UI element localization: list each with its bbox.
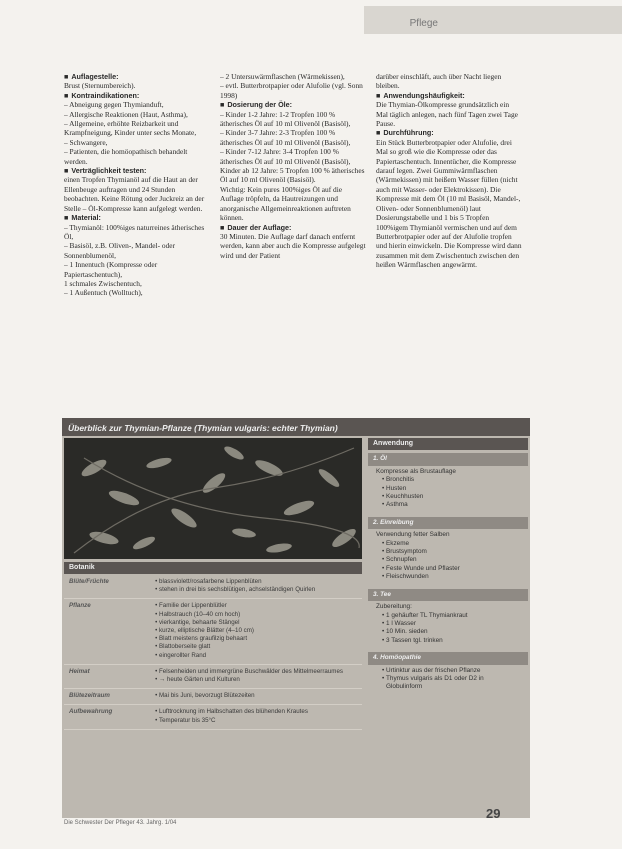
paragraph: 30 Minuten. Die Auflage darf danach entfernt werden, kann aber auch die Kompresse aufgelegt wird und der Patient	[220, 231, 366, 260]
botanik-row-list	[149, 578, 315, 594]
anwendung-body	[368, 601, 528, 649]
botanik-row	[64, 665, 362, 689]
anwendung-subheader: 1. Öl	[368, 453, 528, 465]
botanik-item: • vierkantige, behaarte Stängel	[159, 619, 254, 627]
anwendung-intro: Zubereitung:	[376, 603, 412, 611]
overview-box	[62, 418, 530, 818]
botanik-row	[64, 575, 362, 599]
anwendung-item: • 10 Min. sieden	[386, 628, 520, 636]
thyme-photo-illustration	[64, 438, 362, 559]
anwendung-item: • Keuchhusten	[386, 493, 520, 501]
botanik-row	[64, 689, 362, 705]
paragraph: Kinder ab 12 Jahre: 5 Tropfen 100 % ätherisches Öl auf 10 ml Olivenöl (Basisöl).	[220, 166, 365, 185]
anwendung-list	[376, 612, 520, 646]
anwendung-list	[376, 476, 520, 510]
anwendung-panel	[368, 438, 528, 696]
botanik-row-label: Blütezeitraum	[69, 692, 110, 700]
botanik-item: • Temperatur bis 35°C	[159, 717, 308, 725]
text-column-3	[376, 72, 522, 407]
botanik-item: • Felsenheiden und immergrüne Buschwälder des Mittelmeerraumes	[159, 668, 343, 676]
anwendung-item: • 1 gehäufter TL Thymiankraut	[386, 612, 520, 620]
anwendung-header: Anwendung	[368, 438, 528, 450]
botanik-item: • Halbstrauch (10–40 cm hoch)	[159, 611, 254, 619]
text-column-2	[220, 72, 366, 407]
botanik-row-label: Blüte/Früchte	[69, 578, 109, 585]
anwendung-item: • Fleischwunden	[386, 573, 520, 581]
botanik-row-list	[149, 602, 254, 659]
subheading: ■ Anwendungshäufigkeit:	[376, 91, 522, 100]
paragraph: Brust (Sternumbereich).	[64, 81, 136, 91]
section-tag: Pflege	[364, 6, 622, 34]
subheading: ■ Verträglichkeit testen:	[64, 166, 210, 175]
botanik-row	[64, 705, 362, 729]
subheading: ■ Auflagestelle:	[64, 72, 210, 81]
anwendung-body	[368, 529, 528, 585]
anwendung-intro: Kompresse als Brustauflage	[376, 467, 456, 475]
anwendung-item: • Brustsymptom	[386, 548, 520, 556]
anwendung-item: • Feste Wunde und Pflaster	[386, 565, 520, 573]
paragraph: darüber einschläft, auch über Nacht liegen bleiben.	[376, 72, 502, 91]
paragraph: 1 schmales Zwischentuch,	[64, 278, 142, 288]
anwendung-item: • Husten	[386, 485, 520, 493]
anwendung-item: • 3 Tassen tgl. trinken	[386, 637, 520, 645]
paragraph: Ein Stück Butterbrotpapier oder Alufolie, drei Mal so groß wie die Kompresse oder das Papiertaschentuch. Innentücher, die Kompresse darauf legen. Zwei Gummiwärmflaschen (Wärmekissen) mit heißem Wasser füllen (nicht auch mit Wasser- oder Elektrokissen). Die Kompresse mit dem Öl (10 ml Basisöl, Mandel-, Oliven- oder Sonnenblumenöl) laut Dosierungstabelle und 1 bis 5 Tropfen 100%igem Thymianöl vermischen und auf dem Butterbrotpapier oder auf der Alufolie tropfen und hierin einwickeln. Die Kompresse wird dann zusammen mit dem Zwischentuch zwischen den heißen Wärmflaschen angewärmt.	[376, 137, 522, 270]
paragraph: – 1 Außentuch (Wolltuch),	[64, 288, 143, 298]
paragraph: – Kinder 7-12 Jahre: 3-4 Tropfen 100 % ätherisches Öl auf 10 ml Olivenöl (Basisöl),	[220, 147, 351, 166]
paragraph: – 1 Innentuch (Kompresse oder Papiertaschentuch),	[64, 260, 158, 279]
botanik-item: • eingerollter Rand	[159, 652, 254, 660]
botanik-item: • → heute Gärten und Kulturen	[159, 676, 343, 684]
paragraph: – Schwangere,	[64, 137, 108, 147]
paragraph: – 2 Untersuwärmflaschen (Wärmekissen),	[220, 72, 345, 81]
paragraph: – evtl. Butterbrotpapier oder Alufolie (vgl. Sonn 1998)	[220, 81, 363, 100]
botanik-row	[64, 599, 362, 664]
botanik-row-list	[149, 668, 343, 684]
botanik-item: • Lufttrocknung im Halbschatten des blühenden Krautes	[159, 708, 308, 716]
paragraph: Wichtig: Kein pures 100%iges Öl auf die Auflage tröpfeln, da Hautreizungen und anorganische Allgemeinreaktionen auftreten können.	[220, 184, 351, 223]
paragraph: – Thymianöl: 100%iges naturreines ätherisches Öl,	[64, 222, 205, 241]
botanik-header: Botanik	[64, 562, 362, 574]
anwendung-item: • Bronchitis	[386, 476, 520, 484]
anwendung-list	[376, 667, 520, 692]
botanik-item: • Mai bis Juni, bevorzugt Blütezeiten	[159, 692, 255, 700]
subheading: ■ Material:	[64, 213, 210, 222]
botanik-item: • Familie der Lippenblütler	[159, 602, 254, 610]
anwendung-item: • Asthma	[386, 501, 520, 509]
subheading: ■ Dauer der Auflage:	[220, 223, 366, 232]
paragraph: – Kinder 3-7 Jahre: 2-3 Tropfen 100 % ätherisches Öl auf 10 ml Olivenöl (Basisöl),	[220, 128, 351, 147]
botanik-item: • Blattoberseite glatt	[159, 643, 254, 651]
overview-box-title: Überblick zur Thymian-Pflanze (Thymian vulgaris: echter Thymian)	[62, 418, 530, 436]
paragraph: Die Thymian-Ölkompresse grundsätzlich ein Mal täglich anlegen, nach fünf Tagen zwei Tage Pause.	[376, 100, 518, 129]
botanik-row-label: Heimat	[69, 667, 90, 675]
text-columns	[64, 72, 522, 407]
botanik-row-list	[149, 692, 255, 700]
subheading: ■ Kontraindikationen:	[64, 91, 210, 100]
page-number: 29	[486, 806, 501, 821]
text-column-1	[64, 72, 210, 407]
footer-journal: Die Schwester Der Pfleger 43. Jahrg. 1/04	[64, 820, 177, 826]
botanik-item: • blassviolett/rosafarbene Lippenblüten	[159, 578, 315, 586]
anwendung-subheader: 4. Homöopathie	[368, 652, 528, 664]
botanik-item: • stehen in drei bis sechsblütigen, achselständigen Quirlen	[159, 586, 315, 594]
botanik-row-label: Aufbewahrung	[69, 708, 113, 716]
anwendung-intro: Verwendung fetter Salben	[376, 531, 450, 539]
anwendung-item: • 1 l Wasser	[386, 620, 520, 628]
paragraph: – Allergische Reaktionen (Haut, Asthma),	[64, 109, 188, 119]
anwendung-item: • Ekzeme	[386, 540, 520, 548]
paragraph: – Basisöl, z.B. Oliven-, Mandel- oder Sonnenblumenöl,	[64, 241, 176, 260]
subheading: ■ Durchführung:	[376, 128, 522, 137]
paragraph: – Kinder 1-2 Jahre: 1-2 Tropfen 100 % ätherisches Öl auf 10 ml Olivenöl (Basisöl),	[220, 109, 351, 129]
botanik-item: • kurze, elliptische Blätter (4–10 cm)	[159, 627, 254, 635]
botanik-row-list	[149, 708, 308, 724]
paragraph: – Abneigung gegen Thymianduft,	[64, 100, 164, 110]
paragraph: einen Tropfen Thymianöl auf die Haut an der Ellenbeuge auftragen und 24 Stunden beobachten. Keine Rötung oder Juckreiz an der Stelle – Öl-Kompresse kann aufgelegt werden.	[64, 175, 205, 213]
anwendung-body	[368, 466, 528, 514]
botanik-item: • Blatt meistens graufilzig behaart	[159, 635, 254, 643]
subheading: ■ Dosierung der Öle:	[220, 100, 366, 109]
anwendung-item: • Urtinktur aus der frischen Pflanze	[386, 667, 520, 675]
paragraph: – Allgemeine, erhöhte Reizbarkeit und Krampfneigung, Kinder unter sechs Monate,	[64, 119, 197, 138]
anwendung-item: • Thymus vulgaris als D1 oder D2 in Globulinform	[386, 675, 520, 692]
anwendung-subheader: 3. Tee	[368, 589, 528, 601]
thyme-photo	[64, 438, 362, 559]
anwendung-item: • Schnupfen	[386, 556, 520, 564]
anwendung-list	[376, 540, 520, 582]
anwendung-subheader: 2. Einreibung	[368, 517, 528, 529]
anwendung-body	[368, 665, 528, 696]
botanik-row-label: Pflanze	[69, 602, 91, 610]
botanik-table	[64, 575, 362, 730]
paragraph: – Patienten, die homöopathisch behandelt werden.	[64, 147, 188, 166]
